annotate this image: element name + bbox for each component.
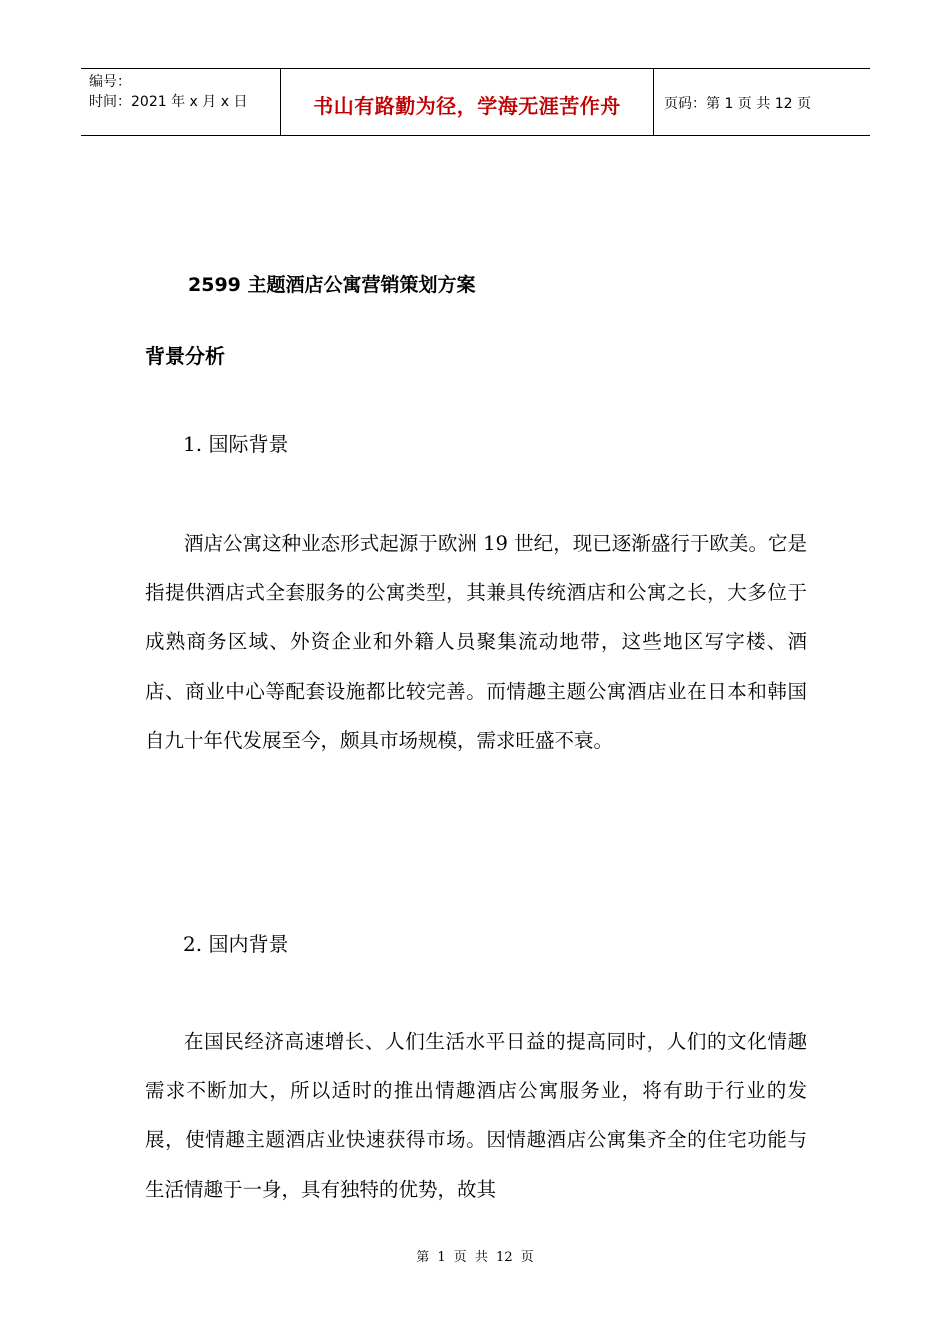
subheading-domestic: 2. 国内背景: [183, 932, 289, 956]
header-page-cell: [654, 69, 870, 135]
document-title: 2599 主题酒店公寓营销策划方案: [188, 274, 476, 296]
page-info: 页码：第 1 页 共 12 页: [664, 96, 811, 112]
date-line: 时间：2021 年 x 月 x 日: [89, 94, 248, 110]
header-table: [81, 68, 870, 136]
section-heading: 背景分析: [145, 344, 225, 368]
subheading-international: 1. 国际背景: [183, 432, 289, 456]
paragraph-international: 酒店公寓这种业态形式起源于欧洲 19 世纪，现已逐渐盛行于欧美。它是指提供酒店式全套服务的公寓类型，其兼具传统酒店和公寓之长，大多位于成熟商务区域、外资企业和外籍人员聚集流动地带，这些地区写字楼、酒店、商业中心等配套设施都比较完善。而情趣主题公寓酒店业在日本和韩国自九十年代发展至今，颇具市场规模，需求旺盛不衰。: [145, 532, 807, 752]
number-label: 编号：: [89, 74, 131, 90]
paragraph-domestic: 在国民经济高速增长、人们生活水平日益的提高同时，人们的文化情趣需求不断加大，所以适时的推出情趣酒店公寓服务业，将有助于行业的发展，使情趣主题酒店业快速获得市场。因情趣酒店公寓集齐全的住宅功能与生活情趣于一身，具有独特的优势，故其: [145, 1030, 807, 1201]
motto-text: 书山有路勤为径，学海无涯苦作舟: [313, 93, 621, 118]
header-motto-cell: [281, 69, 654, 135]
header-meta-cell: [81, 69, 281, 135]
page-footer: 第 1 页 共 12 页: [416, 1250, 534, 1265]
